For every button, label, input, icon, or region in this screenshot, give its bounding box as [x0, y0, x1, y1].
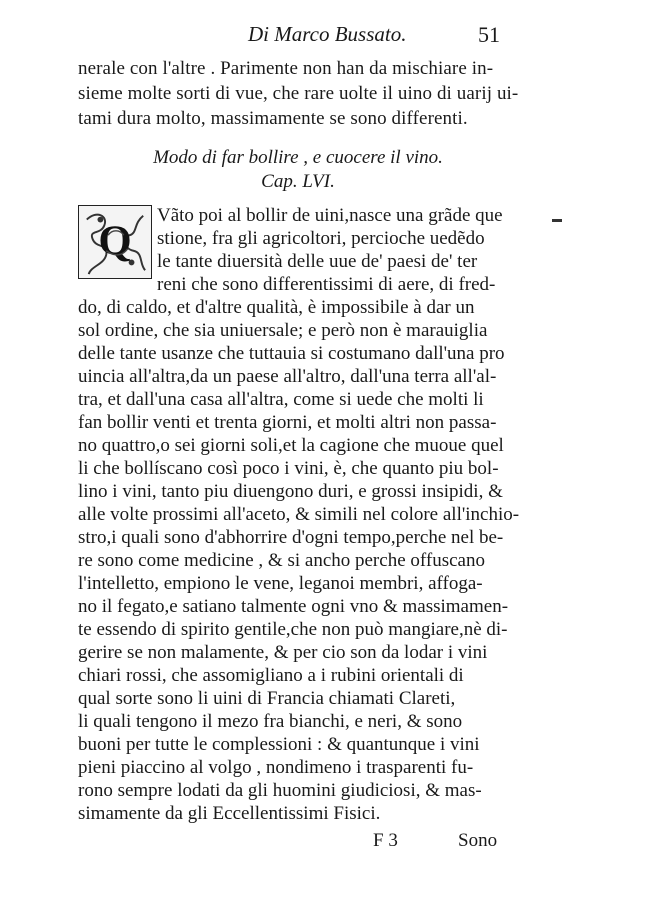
text-line: rono sempre lodati da gli huomini giudiciosi, & mas- [78, 780, 482, 801]
chapter-title: Modo di far bollire , e cuocere il vino. [153, 147, 443, 168]
text-line: li quali tengono il mezo fra bianchi, e neri, & sono [78, 711, 463, 732]
text-line: fan bollir venti et trenta giorni, et molti altri non passa- [78, 412, 497, 433]
page-number: 51 [478, 22, 500, 47]
text-line: tra, et dall'una casa all'altra, come si uede che molti li [78, 389, 484, 410]
text-line: chiari rossi, che assomigliano a i rubini orientali di [78, 665, 464, 686]
text-line: gerire se non malamente, & per cio son da lodar i vini [78, 642, 488, 663]
text-line: no quattro,o sei giorni soli,et la cagione che muoue quel [78, 435, 504, 456]
ornament-icon [79, 206, 151, 278]
text-line: pieni piaccino al volgo , nondimeno i trasparenti fu- [78, 757, 474, 778]
running-title: Di Marco Bussato. [248, 22, 407, 46]
text-line: lino i vini, tanto piu diuengono duri, e grossi insipidi, & [78, 481, 503, 502]
margin-mark [552, 219, 562, 222]
catchword: Sono [458, 830, 498, 851]
text-line: delle tante usanze che tuttauia si costumano dall'una pro [78, 343, 505, 364]
text-line: do, di caldo, et d'altre qualità, è impossibile à dar un [78, 297, 475, 318]
text-line: le tante diuersità delle uue de' paesi de' ter [157, 251, 478, 272]
chapter-number: Cap. LVI. [261, 171, 335, 192]
text-line: buoni per tutte le complessioni : & quantunque i vini [78, 734, 480, 755]
text-line: alle volte prossimi all'aceto, & simili nel colore all'inchio- [78, 504, 520, 525]
text-line: tami dura molto, massimamente se sono differenti. [78, 108, 468, 129]
text-line: uincia all'altra,da un paese all'altro, dall'una terra all'al- [78, 366, 497, 387]
text-line: stione, fra gli agricoltori, percioche uedẽdo [157, 228, 485, 249]
text-line: nerale con l'altre . Parimente non han da mischiare in- [78, 58, 494, 79]
text-line: re sono come medicine , & si ancho perche offuscano [78, 550, 485, 571]
text-line: te essendo di spirito gentile,che non può mangiare,nè di- [78, 619, 508, 640]
text-line: sol ordine, che sia uniuersale; e però non è marauiglia [78, 320, 488, 341]
text-line: reni che sono differentissimi di aere, di fred- [157, 274, 496, 295]
decorated-initial [78, 205, 152, 279]
text-line: l'intelletto, empiono le vene, leganoi membri, affoga- [78, 573, 483, 594]
svg-text:Q: Q [98, 217, 132, 265]
text-line: simamente da gli Eccellentissimi Fisici. [78, 803, 381, 824]
text-line: Vãto poi al bollir de uini,nasce una grãde que [157, 205, 503, 226]
text-line: sieme molte sorti di vue, che rare uolte il uino di uarij ui- [78, 83, 519, 104]
text-line: stro,i quali sono d'abhorrire d'ogni tempo,perche nel be- [78, 527, 504, 548]
text-line: li che bollíscano così poco i vini, è, che quanto piu bol- [78, 458, 499, 479]
signature-mark: F 3 [373, 830, 398, 851]
text-line: qual sorte sono li uini di Francia chiamati Clareti, [78, 688, 456, 709]
text-line: no il fegato,e satiano talmente ogni vno & massimamen- [78, 596, 509, 617]
